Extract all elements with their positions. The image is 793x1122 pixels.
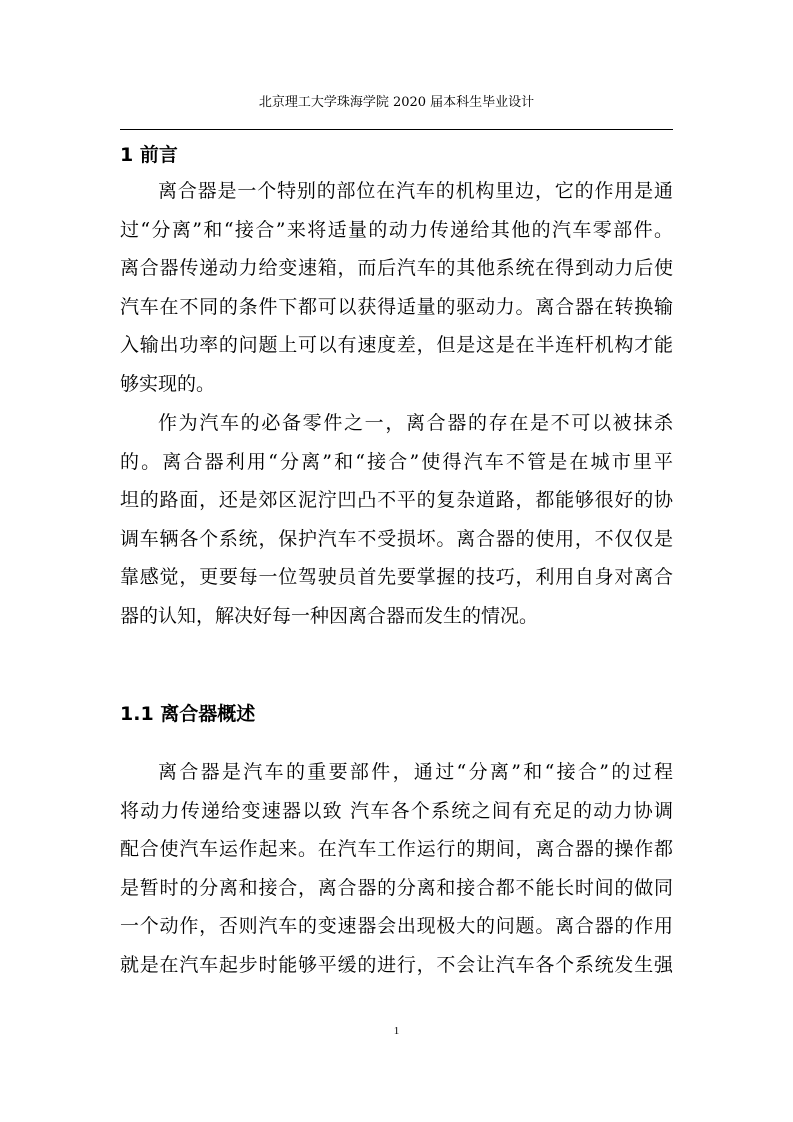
paragraph-line: 是暂时的分离和接合，离合器的分离和接合都不能长时间的做同 xyxy=(120,876,673,899)
paragraph-line: 调车辆各个系统，保护汽车不受损坏。离合器的使用，不仅仅是 xyxy=(120,527,673,550)
paragraph-preface-1 xyxy=(120,172,673,403)
paragraph-line: 作为汽车的必备零件之一，离合器的存在是不可以被抹杀 xyxy=(158,412,673,434)
paragraph-line: 坦的路面，还是郊区泥泞凹凸不平的复杂道路，都能够很好的协 xyxy=(120,489,673,511)
paragraph-line: 靠感觉，更要每一位驾驶员首先要掌握的技巧，利用自身对离合 xyxy=(120,566,673,588)
paragraph-line: 汽车在不同的条件下都可以获得适量的驱动力。离合器在转换输 xyxy=(120,295,673,318)
paragraph-line: 一个动作，否则汽车的变速器会出现极大的问题。离合器的作用 xyxy=(120,915,673,937)
paragraph-line: 过“分离”和“接合”来将适量的动力传递给其他的汽车零部件。 xyxy=(120,218,673,241)
header-divider xyxy=(120,129,673,130)
paragraph-line: 离合器是一个特别的部位在汽车的机构里边，它的作用是通 xyxy=(158,180,673,202)
paragraph-line: 入输出功率的问题上可以有速度差，但是这是在半连杆机构才能 xyxy=(120,334,673,356)
paragraph-line: 将动力传递给变速器以致 汽车各个系统之间有充足的动力协调 xyxy=(120,799,673,822)
section-heading-clutch-overview: 1.1 离合器概述 xyxy=(120,703,256,725)
paragraph-line: 就是在汽车起步时能够平缓的进行，不会让汽车各个系统发生强 xyxy=(120,953,673,976)
paragraph-line: 配合使汽车运作起来。在汽车工作运行的期间，离合器的操作都 xyxy=(120,838,673,860)
page-header: 北京理工大学珠海学院 2020 届本科生毕业设计 xyxy=(258,95,535,110)
paragraph-preface-2 xyxy=(120,404,673,635)
paragraph-line: 够实现的。 xyxy=(120,372,216,395)
paragraph-line: 离合器是汽车的重要部件，通过“分离”和“接合”的过程 xyxy=(158,761,673,783)
paragraph-line: 器的认知，解决好每一种因离合器而发生的情况。 xyxy=(120,604,539,627)
page-number: 1 xyxy=(393,1025,400,1037)
paragraph-line: 的。离合器利用“分离”和“接合”使得汽车不管是在城市里平 xyxy=(120,450,673,473)
section-heading-preface: 1 前言 xyxy=(120,144,178,166)
paragraph-clutch-overview-1 xyxy=(120,753,673,984)
paragraph-line: 离合器传递动力给变速箱，而后汽车的其他系统在得到动力后使 xyxy=(120,257,673,279)
